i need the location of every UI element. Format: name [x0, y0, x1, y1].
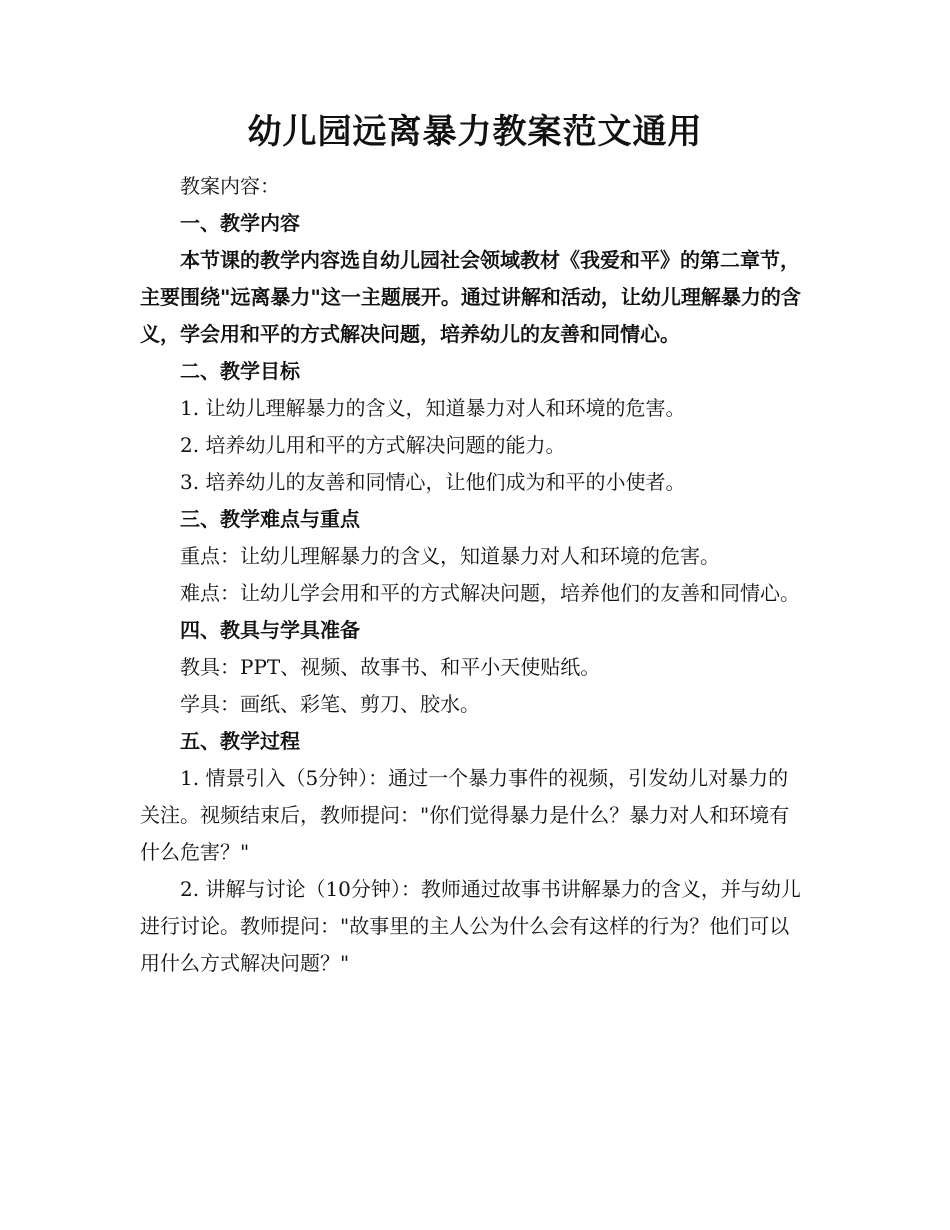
paragraph: 学具：画纸、彩笔、剪刀、胶水。	[180, 692, 480, 716]
list-item: 2. 讲解与讨论（10分钟）：教师通过故事书讲解暴力的含义，并与幼儿进行讨论。教师提问："故事里的主人公为什么会有这样的行为？他们可以用什么方式解决问题？"	[140, 877, 801, 975]
list-item: 2. 培养幼儿用和平的方式解决问题的能力。	[180, 433, 566, 457]
paragraph: 教具：PPT、视频、故事书、和平小天使贴纸。	[180, 655, 601, 679]
section-heading: 四、教具与学具准备	[180, 618, 360, 642]
document-body	[140, 168, 808, 982]
section-heading: 一、教学内容	[180, 211, 300, 235]
section-heading: 三、教学难点与重点	[180, 507, 360, 531]
list-item: 1. 情景引入（5分钟）：通过一个暴力事件的视频，引发幼儿对暴力的关注。视频结束后，教师提问："你们觉得暴力是什么？暴力对人和环境有什么危害？"	[140, 766, 790, 864]
section-heading: 二、教学目标	[180, 359, 300, 383]
paragraph-label: 教案内容：	[180, 174, 280, 198]
list-item: 3. 培养幼儿的友善和同情心，让他们成为和平的小使者。	[180, 470, 686, 494]
document-title: 幼儿园远离暴力教案范文通用	[247, 112, 703, 152]
section-heading: 五、教学过程	[180, 729, 300, 753]
paragraph: 难点：让幼儿学会用和平的方式解决问题，培养他们的友善和同情心。	[180, 581, 800, 605]
paragraph: 重点：让幼儿理解暴力的含义，知道暴力对人和环境的危害。	[180, 544, 720, 568]
paragraph: 本节课的教学内容选自幼儿园社会领域教材《我爱和平》的第二章节，主要围绕"远离暴力"这一主题展开。通过讲解和活动，让幼儿理解暴力的含义，学会用和平的方式解决问题，培养幼儿的友善和同情心。	[140, 248, 801, 346]
list-item: 1. 让幼儿理解暴力的含义，知道暴力对人和环境的危害。	[180, 396, 686, 420]
